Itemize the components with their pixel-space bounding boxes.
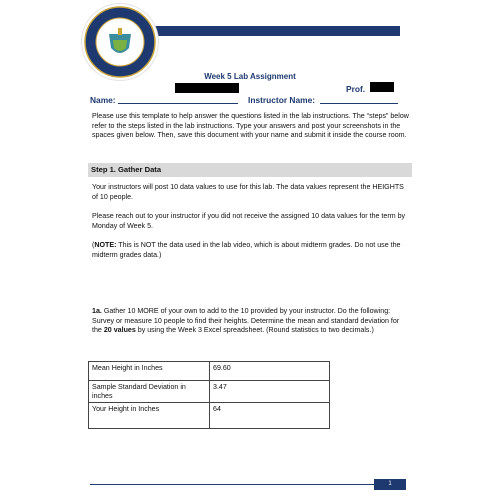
step1-paragraph-1: Your instructors will post 10 data values to use for this lab. The data values represent the HEIGHTS of 10 people.	[92, 183, 404, 201]
intro-paragraph: Please use this template to help answer the questions listed in the lab instructions. The “steps” below refer to the steps listed in the lab instructions. Type your answers and post your screenshots in the spaces given below. Then, save this document with your name and submit it inside the course room.	[92, 112, 409, 139]
step1-paragraph-2: Please reach out to your instructor if you did not receive the assigned 10 data values for the term by Monday of Week 5.	[92, 212, 406, 230]
table-cell-label: Sample Standard Deviation in inches	[89, 381, 210, 403]
table-cell-label: Mean Height in Inches	[89, 362, 210, 381]
step1-note	[92, 241, 410, 260]
table-cell-label: Your Height in Inches	[89, 403, 210, 429]
note-text: This is NOT the data used in the lab video, which is about midterm grades. Do not use the midterm grades data.)	[92, 241, 401, 259]
stats-table	[88, 361, 330, 429]
question-1a-text-after: by using the Week 3 Excel spreadsheet. (Round statistics to two decimals.)	[135, 326, 374, 334]
name-field[interactable]	[118, 94, 238, 104]
note-label: NOTE:	[94, 241, 117, 249]
redacted-name-block	[175, 83, 239, 93]
chamberlain-logo	[82, 4, 158, 80]
instructor-name-field[interactable]	[320, 94, 398, 104]
page-number: 1	[374, 479, 406, 490]
question-1a-label: 1a.	[92, 307, 102, 315]
prof-label: Prof.	[346, 84, 366, 94]
question-1a-bold: 20 values	[103, 326, 136, 334]
redacted-prof-block	[370, 82, 394, 92]
question-1a-text-before: Gather 10 MORE of your own to add to the 10 provided by your instructor. Do the following: Survey or measure 10 people to find their heights. Determine the mean and standard deviation for the	[92, 307, 400, 334]
note-prefix: (	[92, 241, 95, 249]
instructor-name-label: Instructor Name:	[248, 95, 316, 105]
step1-heading: Step 1. Gather Data	[88, 163, 412, 177]
name-label: Name:	[90, 95, 116, 105]
table-cell-value[interactable]: 3.47	[210, 381, 330, 403]
footer-line	[90, 484, 374, 485]
table-cell-value[interactable]: 64	[210, 403, 330, 429]
question-1a	[92, 307, 410, 336]
table-cell-value[interactable]: 69.60	[210, 362, 330, 381]
logo-emblem-icon	[82, 4, 158, 80]
document-title: Week 5 Lab Assignment	[204, 72, 296, 81]
table-row	[89, 403, 330, 429]
table-row	[89, 362, 330, 381]
table-row	[89, 381, 330, 403]
